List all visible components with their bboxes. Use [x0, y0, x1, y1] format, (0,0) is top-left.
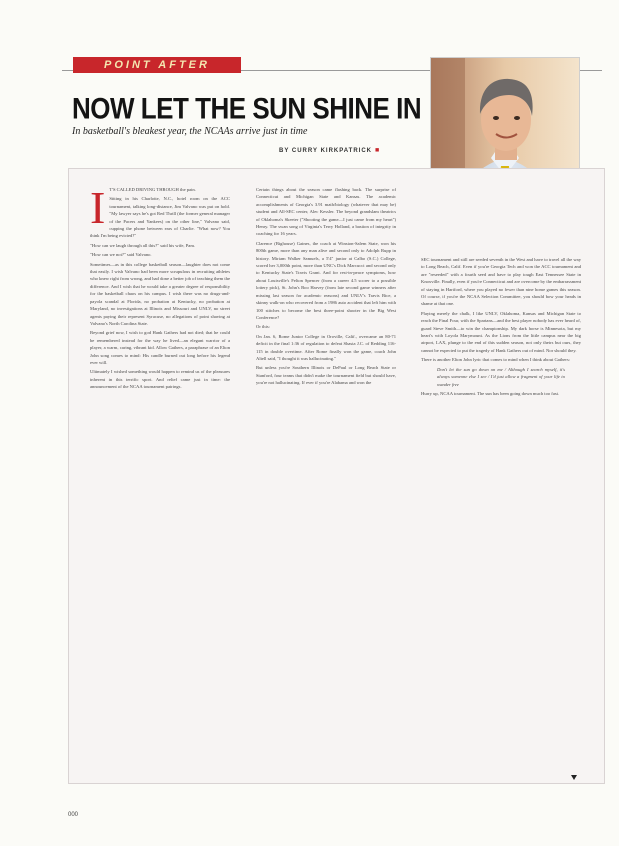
article-deck: In basketball's bleakest year, the NCAAs arrive just in time	[72, 126, 308, 137]
column-paragraph: There is another Elton John lyric that comes to mind when I think about Gathers:	[421, 357, 571, 363]
article-headline: NOW LET THE SUN SHINE IN	[72, 91, 422, 126]
column-paragraph: Or this:	[256, 324, 270, 330]
song-lyric-quote: Don't let the sun go down on me / Although I search myself, it's always someone else I see / I'd just allow a fragment of your life to wander free	[437, 366, 565, 387]
article-column-1	[90, 186, 230, 749]
article-byline	[279, 147, 380, 154]
article-column-2	[256, 186, 396, 772]
column-paragraph: SEC tournament and still are seeded seventh in the West and have to travel all the way to Long Beach, Calif. Even if you're Georgia Tech and won the ACC tournament and are "reseeded" with a fourth seed and have to play tough East Tennessee State in Knoxville. Finally, even if you're Connecticut and are overcome by the embarrassment of staying in Hartford, where you played no fewer than nine home games this season. Of course, if you're the NCAA Selection Committee, you should bow your heads in shame at that one.	[421, 257, 581, 307]
column-paragraph: Certain things about the season came flashing back. The surprise of Connecticut and Michigan State and Kansas. The academic accomplishments of Georgia's 3.91 math/biology (whatever that may be) student and All-SEC center, Alec Kessler. The beyond grandslam theatrics of Oklahoma's Skeeter ("Shooting the game—I just came from my heart") Henry. The swan song of Virginia's Terry Holland, a bastion of integrity in coaching for 16 years.	[256, 187, 396, 237]
column-paragraph: "How can we not?" said Valvano.	[90, 252, 152, 258]
dropcap-letter: I	[90, 186, 106, 233]
byline-square-icon: ■	[375, 147, 381, 154]
page-number: 000	[68, 812, 79, 818]
column-paragraph: Sitting in his Charlotte, N.C., hotel room on the ACC tournament, talking long-distance, Jim Valvano was put on hold. "My lawyer says he's got Red Thrill (the former general manager of the Pacers and Yankees) on the other line," Valvano said, cupping the phone between ears of Charlie. "What now? You think I'm being evicted?"	[90, 196, 230, 239]
byline-text: BY CURRY KIRKPATRICK	[279, 148, 373, 154]
column-paragraph: Ultimately I wished something would happen to remind us of the pleasures inherent in this terrific sport. And relief came just in time: the announcement of the NCAA tournament pairings.	[90, 369, 230, 390]
column-paragraph: Clarence (Bighouse) Gaines, the coach at Winston-Salem State, won his 800th game, more than any man alive and second only to Adolph Rupp in history. Miriam Walker Samuels, a 5'4" junior at Calbo (S.C.) College, scored her 3,000th point, more than UNC's Dick Marcucci and second only to Kentucky State's Travis Grant. And for rest-in-peace symptoms, how about Louisville's Felton Spencer (from a career 4.5 scorer to a possible lottery pick), St. John's Boo Harvey (from late second game winners after missing last season for academic reasons) and UNLV's Travis Bice, a skinny walk-on who recovered from a 1986 auto accident that left him with 100 stitches to become the best three-point shooter in the Big West Conference?	[256, 240, 396, 320]
column-paragraph: Hurry up, NCAA tournament. The sun has been going down much too fast.	[421, 390, 560, 396]
column-paragraph: But unless you're Southern Illinois or DePaul or Long Beach State or Stanford, four teams that didn't make the tournament field but should have, you're not hallucinating. If ever if you're Alabama and won the	[256, 365, 396, 386]
column-paragraph: Beyond grief now, I wish to god Hank Gathers had not died; that he could be remembered instead for the way he lived—an elegant warrior of a player, a warm, caring, vibrant kid. Allow Gathers, a paraphrase of an Elton John song comes to mind: His candle burned out long before his legend ever will.	[90, 330, 230, 365]
column-paragraph: "How can we laugh through all this?" said his wife, Pam.	[90, 242, 196, 248]
column-paragraph: On Jan. 6, Rome Junior College in Oroville, Calif., overcame an 80-71 deficit in the final 1:36 of regulation to defeat Shasta J.C. of Redding 116-115 in double overtime. After Rome finally won the game, coach John Altell said, "I thought it was hallucinating."	[256, 333, 396, 361]
article-column-3	[421, 256, 581, 772]
first-paragraph-text: T'S CALLED DRIVING THROUGH the pain.	[109, 187, 196, 192]
end-of-article-icon	[571, 775, 577, 780]
column-paragraph: Sometimes—as in this college basketball season—laughter does not come that easily. I wish Valvano had been more scrupulous in recruiting athletes who knew right from wrong, and had done a better job of teaching them the difference. And I wish that he would take a greater degree of responsibility for the basketball chaos on his campus. I wish there was no drugs-and-payola scandal at Florida, no probation at Kentucky, no probation at Maryland, no investigations at Illinois and Missouri and UNLV, no street agents paying their represent Syracuse, no allegations of point shaving at Valvano's North Carolina State.	[90, 261, 230, 326]
section-tag: POINT AFTER	[73, 57, 241, 73]
column-paragraph: Playing merely the chalk, I like UNLV, Oklahoma, Kansas and Michigan State to reach the Final Four, with the Spartans—and the best player nobody has ever heard of, guard Steve Smith—to win the championship. My dark horse is Minnesota, but my heart's with Loyola Marymount. As the Lions from the little campus near the big airport, LAX, plunge to the end of this sudden season, not only theirs but ours, they cannot be expected to put the tragedy of Hank Gathers out of mind. Nor should they.	[421, 310, 581, 353]
